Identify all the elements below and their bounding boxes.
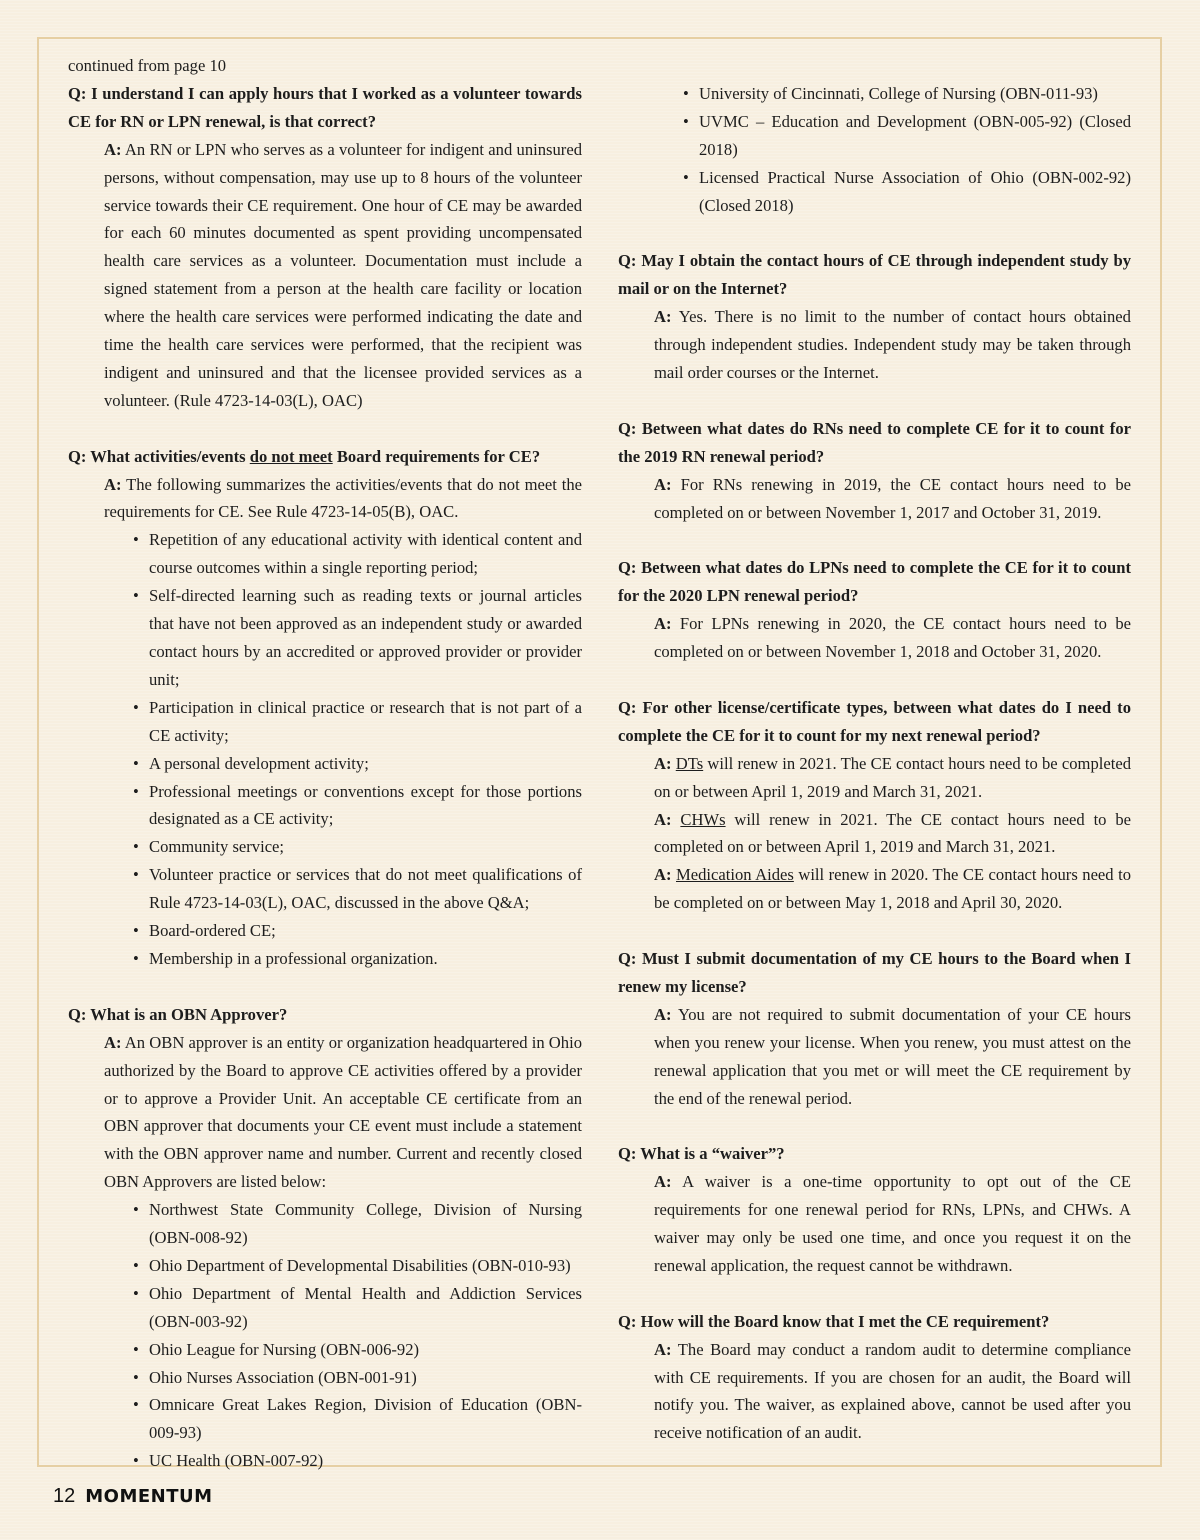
list-item: • Participation in clinical practice or research that is not part of a CE activity; xyxy=(149,694,582,750)
answer-text: will renew in 2021. The CE contact hours need to be completed on or between April 1, 2019 and March 31, 2021. xyxy=(654,809,1132,857)
right-column xyxy=(618,80,1131,1447)
answer-obn-approver xyxy=(68,1029,582,1196)
question-waiver: Q: What is a “waiver”? xyxy=(618,1144,785,1164)
answer-label: A: xyxy=(654,809,672,829)
list-item: • Licensed Practical Nurse Association of Ohio (OBN-002-92) (Closed 2018) xyxy=(699,164,1131,220)
answer-label: A: xyxy=(654,753,672,773)
answer-not-meet xyxy=(68,471,582,527)
answer-text: You are not required to submit documentation of your CE hours when you renew your license. When you renew, you must attest on the renewal application that you met or will meet the CE requirement by the end of the renewal period. xyxy=(654,1004,1131,1108)
list-item: • Ohio Nurses Association (OBN-001-91) xyxy=(149,1364,582,1392)
answer-chw-dates xyxy=(618,806,1131,862)
list-item: • A personal development activity; xyxy=(149,750,582,778)
answer-volunteer-hours xyxy=(68,136,582,415)
question-volunteer-hours: Q: I understand I can apply hours that I worked as a volunteer towards CE for RN or LPN renewal, is that correct? xyxy=(68,83,582,131)
publication-name: MOMENTUM xyxy=(85,1486,213,1507)
answer-label: A: xyxy=(654,614,672,634)
list-item: • Board-ordered CE; xyxy=(149,917,582,945)
answer-text: The Board may conduct a random audit to determine compliance with CE requirements. If you are chosen for an audit, the Board will notify you. The waiver, as explained above, cannot be used after you receive notification of an audit. xyxy=(654,1339,1131,1443)
question-board-audit: Q: How will the Board know that I met the CE requirement? xyxy=(618,1311,1050,1331)
page-number: 12 xyxy=(53,1485,76,1507)
continued-note: continued from page 10 xyxy=(68,56,227,75)
question-independent-study: Q: May I obtain the contact hours of CE through independent study by mail or on the Internet? xyxy=(618,251,1131,299)
answer-board-audit xyxy=(618,1336,1131,1448)
answer-label: A: xyxy=(654,307,672,327)
question-emphasis: do not meet xyxy=(249,446,333,466)
answer-label: A: xyxy=(104,139,122,159)
left-column xyxy=(68,52,582,1475)
list-item: • Ohio Department of Mental Health and Addiction Services (OBN-003-92) xyxy=(149,1280,582,1336)
answer-text: A waiver is a one-time opportunity to opt out of the CE requirements for one renewal period for RNs, LPNs, and CHWs. A waiver may only be used one time, and once you request it on the renewal application, the request cannot be withdrawn. xyxy=(654,1172,1132,1275)
list-item: • Professional meetings or conventions except for those portions designated as a CE activity; xyxy=(149,778,582,834)
answer-waiver xyxy=(618,1168,1131,1280)
answer-lpn-dates xyxy=(618,610,1131,666)
list-item: • Northwest State Community College, Division of Nursing (OBN-008-92) xyxy=(149,1196,582,1252)
question-obn-approver: Q: What is an OBN Approver? xyxy=(68,1004,288,1024)
answer-text: will renew in 2021. The CE contact hours need to be completed on or between April 1, 2019 and March 31, 2021. xyxy=(654,753,1131,801)
list-item: • Omnicare Great Lakes Region, Division of Education (OBN-009-93) xyxy=(149,1391,582,1447)
question-rn-dates: Q: Between what dates do RNs need to complete CE for it to count for the 2019 RN renewal period? xyxy=(618,418,1131,466)
question-not-meet xyxy=(68,443,582,471)
list-item: • Ohio League for Nursing (OBN-006-92) xyxy=(149,1336,582,1364)
question-text: Board requirements for CE? xyxy=(332,446,541,466)
answer-label: A: xyxy=(104,1032,122,1052)
answer-text: An OBN approver is an entity or organization headquartered in Ohio authorized by the Board to approve CE activities offered by a provider or to approve a Provider Unit. An acceptable CE certificate from an OBN approver that documents your CE event must include a statement with the OBN approver name and number. Current and recently closed OBN Approvers are listed below: xyxy=(104,1032,582,1192)
license-type: Medication Aides xyxy=(676,865,794,885)
list-item: • Community service; xyxy=(149,833,582,861)
answer-label: A: xyxy=(654,865,672,885)
question-lpn-dates: Q: Between what dates do LPNs need to complete the CE for it to count for the 2020 LPN renewal period? xyxy=(618,558,1131,606)
answer-dt-dates xyxy=(618,750,1131,806)
question-text: Q: What activities/events xyxy=(68,446,250,466)
answer-text: will renew in 2020. The CE contact hours need to be completed on or between May 1, 2018 and April 30, 2020. xyxy=(654,865,1131,913)
license-type: DTs xyxy=(675,753,704,773)
license-type: CHWs xyxy=(680,809,726,829)
approver-list xyxy=(68,1196,582,1475)
list-item: • Repetition of any educational activity with identical content and course outcomes within a single reporting period; xyxy=(149,526,582,582)
answer-submit-documentation xyxy=(618,1001,1131,1113)
answer-label: A: xyxy=(654,1172,672,1192)
answer-independent-study xyxy=(618,303,1131,387)
question-submit-documentation: Q: Must I submit documentation of my CE hours to the Board when I renew my license? xyxy=(618,949,1131,996)
answer-rn-dates xyxy=(618,471,1131,527)
not-meet-list xyxy=(68,526,582,973)
answer-text: An RN or LPN who serves as a volunteer for indigent and uninsured persons, without compensation, may use up to 8 hours of the volunteer service towards their CE requirement. One hour of CE may be awarded for each 60 minutes documented as spent providing uncompensated health care services as a volunteer. Documentation must include a signed statement from a person at the health care facility or location where the health care services were performed indicating the date and time the health care services were performed, that the recipient was indigent and uninsured and that the licensee provided services as a volunteer. (Rule 4723-14-03(L), OAC) xyxy=(104,139,582,410)
approver-list-continued xyxy=(618,80,1131,220)
list-item: • Membership in a professional organization. xyxy=(149,945,582,973)
list-item: • Ohio Department of Developmental Disabilities (OBN-010-93) xyxy=(149,1252,582,1280)
question-other-license-dates: Q: For other license/certificate types, between what dates do I need to complete the CE for it to count for my next renewal period? xyxy=(618,697,1131,745)
answer-text: Yes. There is no limit to the number of contact hours obtained through independent studies. Independent study may be taken through mail order courses or the Internet. xyxy=(654,307,1131,383)
list-item: • Volunteer practice or services that do not meet qualifications of Rule 4723-14-03(L), OAC, discussed in the above Q&A; xyxy=(149,861,582,917)
list-item: • UVMC – Education and Development (OBN-005-92) (Closed 2018) xyxy=(699,108,1131,164)
list-item: • University of Cincinnati, College of Nursing (OBN-011-93) xyxy=(699,80,1131,108)
answer-medication-aide-dates xyxy=(618,861,1131,917)
page-footer xyxy=(53,1484,213,1509)
answer-text: The following summarizes the activities/events that do not meet the requirements for CE. See Rule 4723-14-05(B), OAC. xyxy=(104,474,582,522)
answer-text: For LPNs renewing in 2020, the CE contact hours need to be completed on or between November 1, 2018 and October 31, 2020. xyxy=(654,614,1131,662)
list-item: • UC Health (OBN-007-92) xyxy=(149,1447,582,1475)
list-item: • Self-directed learning such as reading texts or journal articles that have not been approved as an independent study or awarded contact hours by an accredited or approved provider or provider unit; xyxy=(149,582,582,694)
answer-label: A: xyxy=(654,474,672,494)
answer-label: A: xyxy=(104,474,122,494)
answer-label: A: xyxy=(654,1339,672,1359)
answer-label: A: xyxy=(654,1004,672,1024)
answer-text: For RNs renewing in 2019, the CE contact hours need to be completed on or between November 1, 2017 and October 31, 2019. xyxy=(654,474,1131,522)
